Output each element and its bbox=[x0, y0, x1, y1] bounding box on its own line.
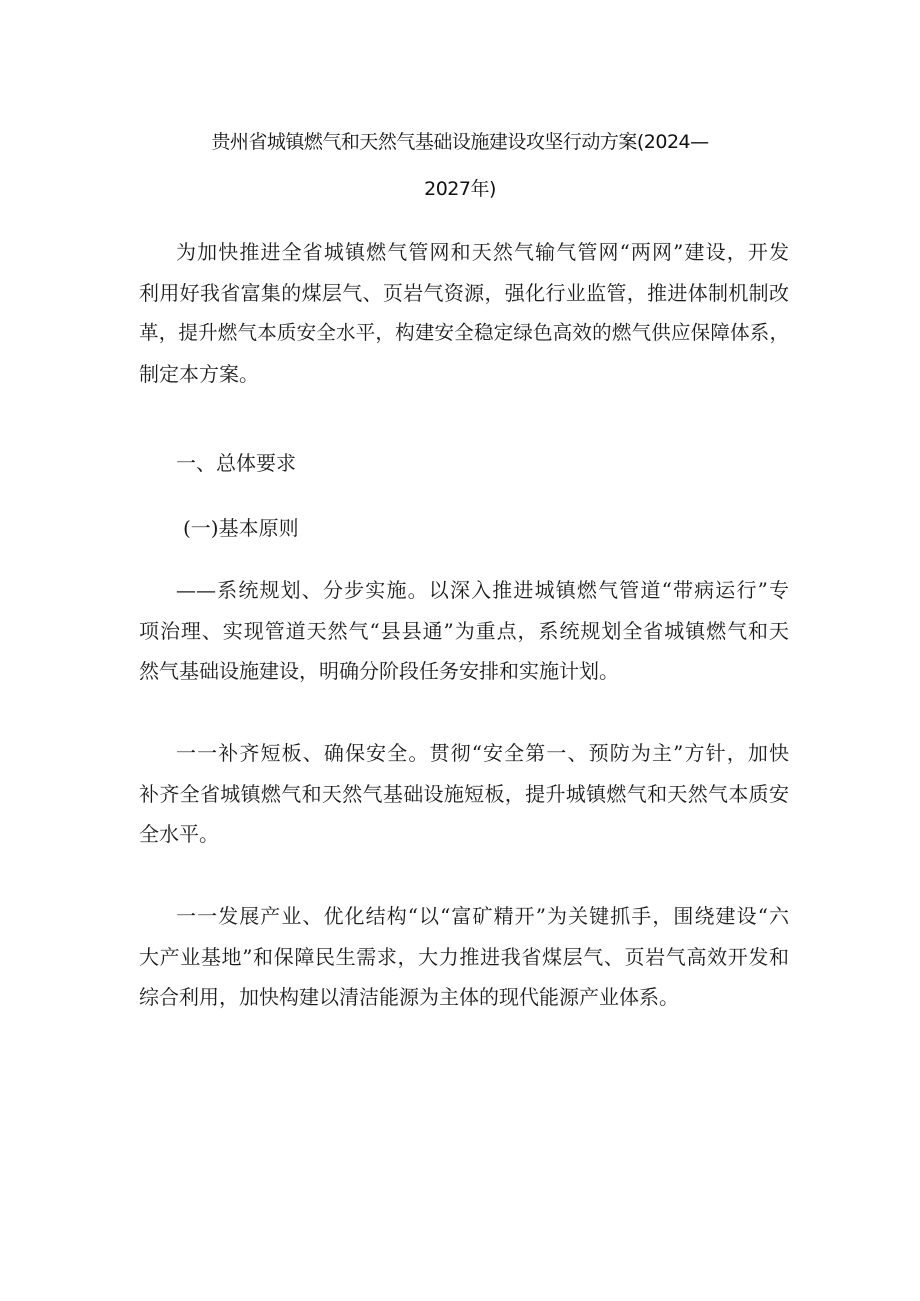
intro-paragraph bbox=[139, 232, 789, 394]
paragraph-line: 利用好我省富集的煤层气、页岩气资源，强化行业监管，推进体制机制改 bbox=[139, 280, 789, 305]
section-heading: 一、总体要求 bbox=[176, 451, 296, 475]
paragraph-line: 补齐全省城镇燃气和天然气基础设施短板，提升城镇燃气和天然气本质安 bbox=[139, 781, 789, 806]
principle-paragraph-3 bbox=[139, 896, 789, 1018]
principle-paragraph-2 bbox=[139, 733, 789, 855]
paragraph-line: 项治理、实现管道天然气“县县通”为重点，系统规划全省城镇燃气和天 bbox=[139, 618, 789, 643]
subsection-heading: (一)基本原则 bbox=[183, 516, 299, 540]
paragraph-line: 全水平。 bbox=[139, 822, 219, 846]
document-title-line-2: 2027年) bbox=[424, 178, 496, 200]
paragraph-line: 为加快推进全省城镇燃气管网和天然气输气管网“两网”建设，开发 bbox=[176, 240, 789, 264]
paragraph-line: 一一发展产业、优化结构“以“富矿精开”为关键抓手，围绕建设“六 bbox=[176, 904, 789, 928]
paragraph-line: 革，提升燃气本质安全水平，构建安全稳定绿色高效的燃气供应保障体系， bbox=[139, 321, 789, 344]
paragraph-line: 大产业基地”和保障民生需求，大力推进我省煤层气、页岩气高效开发和 bbox=[139, 944, 789, 969]
paragraph-line: ——系统规划、分步实施。以深入推进城镇燃气管道“带病运行”专 bbox=[176, 578, 789, 602]
principle-paragraph-1 bbox=[139, 570, 789, 692]
paragraph-line: 综合利用，加快构建以清洁能源为主体的现代能源产业体系。 bbox=[139, 985, 679, 1009]
document-title-line-1: 贵州省城镇燃气和天然气基础设施建设攻坚行动方案(2024— bbox=[211, 131, 709, 153]
paragraph-line: 一一补齐短板、确保安全。贯彻“安全第一、预防为主”方针，加快 bbox=[176, 741, 789, 765]
paragraph-line: 然气基础设施建设，明确分阶段任务安排和实施计划。 bbox=[139, 659, 619, 683]
paragraph-line: 制定本方案。 bbox=[139, 361, 259, 386]
